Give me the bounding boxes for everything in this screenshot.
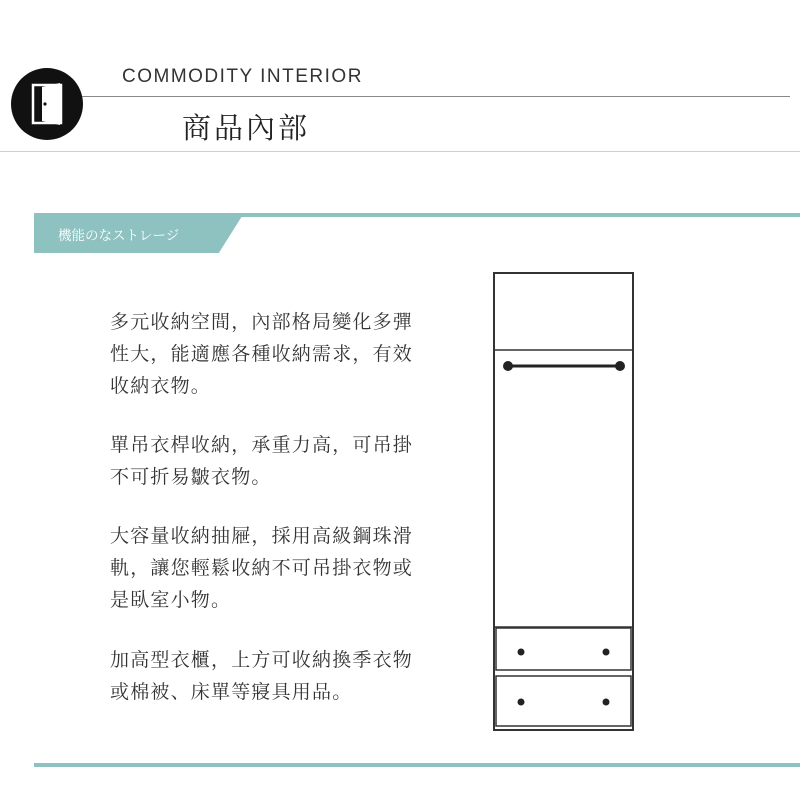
paragraph-line: 性大，能適應各種收納需求，有效: [110, 343, 414, 365]
paragraph-line: 多元收納空間，內部格局變化多彈: [110, 311, 414, 333]
drawer-1: [496, 628, 631, 670]
door-icon: [11, 68, 83, 140]
paragraph-line: 收納衣物。: [110, 375, 212, 397]
drawer-knob: [603, 699, 610, 706]
paragraph-storage-space: [110, 306, 450, 402]
drawer-knob: [603, 649, 610, 656]
drawer-knob: [518, 699, 525, 706]
paragraph-line: 不可折易皺衣物。: [110, 466, 272, 488]
section-divider: [0, 151, 800, 152]
paragraph-hanging-rod: [110, 429, 450, 493]
paragraph-tall-cabinet: [110, 644, 450, 708]
section-tag-label: 機能のなストレージ: [58, 228, 180, 244]
paragraph-line: 或棉被、床單等寢具用品。: [110, 681, 353, 703]
header-title-zh: 商品內部: [182, 111, 311, 145]
paragraph-line: 軌，讓您輕鬆收納不可吊掛衣物或: [110, 557, 414, 579]
header-divider: [82, 96, 790, 97]
drawer-knob: [518, 649, 525, 656]
wardrobe-diagram: [490, 270, 640, 735]
header-title-en: COMMODITY INTERIOR: [122, 66, 363, 87]
paragraph-drawers: [110, 520, 450, 616]
drawer-2: [496, 676, 631, 726]
paragraph-line: 是臥室小物。: [110, 589, 232, 611]
paragraph-line: 加高型衣櫃，上方可收納換季衣物: [110, 649, 414, 671]
bottom-accent-bar: [34, 763, 800, 767]
paragraph-line: 單吊衣桿收納，承重力高，可吊掛: [110, 434, 414, 456]
paragraph-line: 大容量收納抽屜，採用高級鋼珠滑: [110, 525, 414, 547]
